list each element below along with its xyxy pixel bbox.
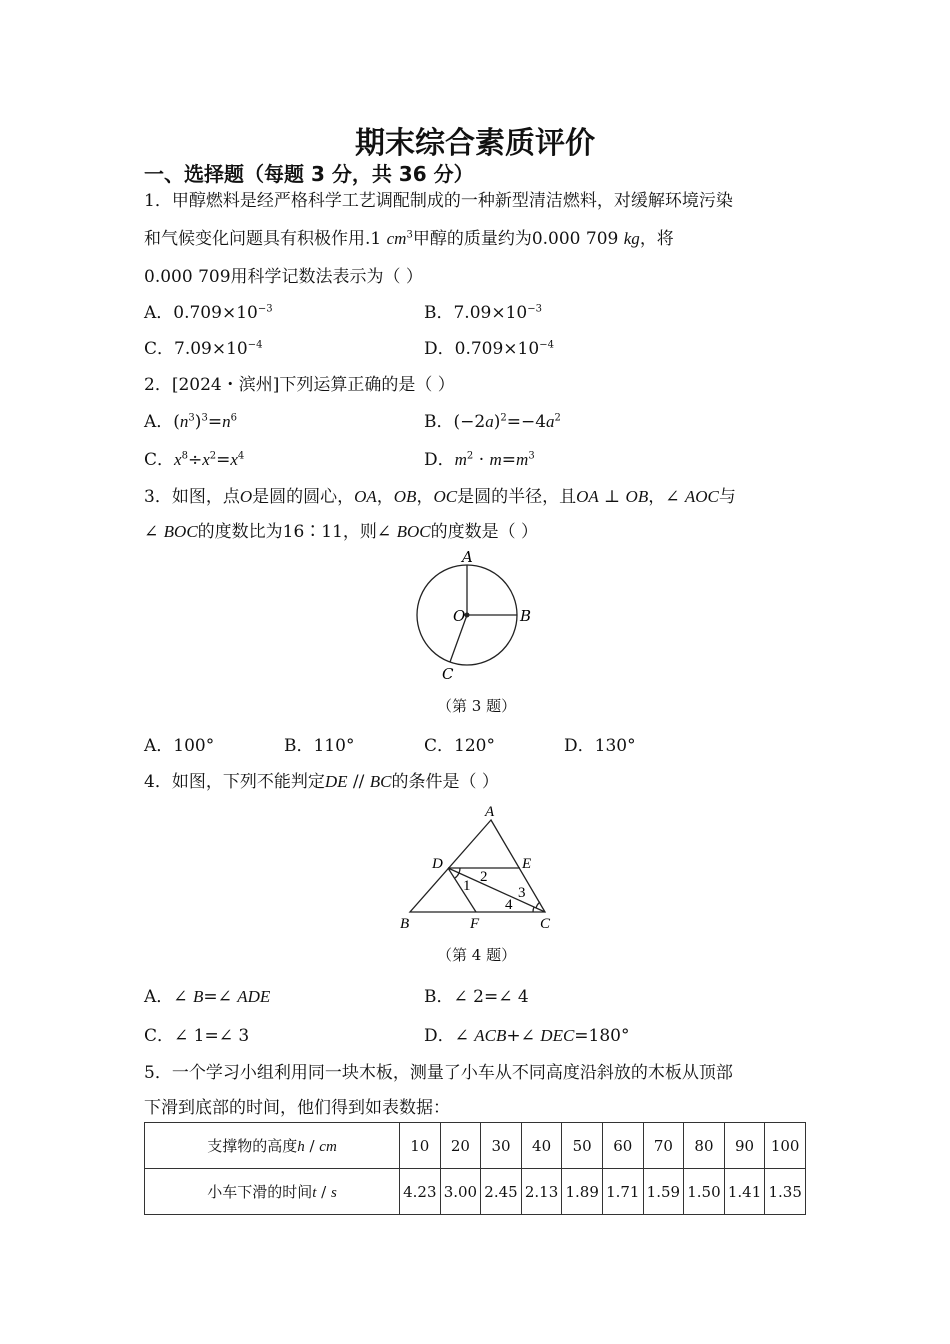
superscript: 4 [237,450,245,462]
height-cell: 100 [765,1123,806,1169]
q5-line2: 下滑到底部的时间，他们得到如表数据： [144,1098,450,1118]
angle-arc-4 [533,907,534,912]
superscript: 2 [554,412,561,424]
time-cell: 1.89 [562,1169,603,1215]
q4-option-c[interactable] [144,1021,249,1046]
q3-option-d[interactable]: D．130° [564,736,636,756]
height-cell: 30 [481,1123,522,1169]
text-segment: · [473,450,490,470]
math-variable: O [239,487,253,506]
q2-option-c[interactable] [144,445,244,470]
q3-option-b[interactable]: B．110° [284,736,355,756]
q2-option-a[interactable] [144,407,237,432]
text-segment: ，∠ [648,487,685,507]
q3-line2 [144,517,538,542]
angle-arc-3 [536,902,540,908]
time-cell: 3.00 [440,1169,481,1215]
text-segment: / [304,1137,320,1155]
q4-stem [144,767,499,792]
text-segment: B．∠ 2=∠ 4 [424,987,529,1007]
text-segment: A．∠ [144,987,193,1007]
q4-caption: （第 4 题） [437,946,517,964]
math-variable: OA [354,487,377,506]
superscript: −3 [527,303,542,315]
text-segment: = [216,450,231,470]
math-variable: OC [433,487,458,506]
text-segment: ) [194,412,202,432]
superscript: 3 [406,229,413,241]
text-segment: C． [144,450,175,470]
text-segment: 和气候变化问题具有积极作用.1 [144,229,387,249]
height-cell: 80 [684,1123,725,1169]
text-segment: 3．如图，点 [144,487,240,507]
label-f: F [470,916,480,932]
text-segment: 是圆的半径，且 [457,487,577,507]
math-variable: AOC [684,487,719,506]
q4-option-a[interactable] [144,982,270,1007]
q1-line3: 0.000 709用科学记数法表示为（ ） [144,267,423,287]
angle-label-3: 3 [518,885,526,901]
math-variable: h [297,1139,305,1155]
math-variable: B [192,987,204,1006]
text-segment: =−4 [506,412,547,432]
superscript: 3 [188,412,195,424]
text-segment: ∠ [144,522,164,542]
angle-arc-2 [459,868,460,873]
superscript: −4 [539,339,554,351]
q3-option-c[interactable]: C．120° [424,736,495,756]
math-variable: BOC [163,522,198,541]
text-segment: ， [416,487,434,507]
angle-label-4: 4 [505,897,513,913]
text-segment: = [207,412,223,432]
angle-label-1: 1 [463,878,471,894]
text-segment: D．0.709×10 [424,339,540,359]
text-segment: 的条件是（ ） [391,772,499,792]
angle-arc-1 [455,873,459,878]
text-segment: = [501,450,517,470]
text-segment: ，将 [639,229,674,249]
text-segment: ÷ [187,450,203,470]
height-cell: 50 [562,1123,603,1169]
q2-stem: 2．[2024・滨州]下列运算正确的是（ ） [144,375,455,395]
math-variable: ADE [237,987,271,1006]
label-b: B [400,916,410,932]
label-a: A [462,548,473,566]
math-variable: OA [576,487,599,506]
time-cell: 4.23 [400,1169,441,1215]
math-variable: n [179,412,189,431]
text-segment: +∠ [506,1026,541,1046]
q1-option-a[interactable] [144,298,273,323]
q2-option-b[interactable] [424,407,561,432]
text-segment: ⊥ [598,487,626,507]
q4-option-d[interactable] [424,1021,630,1046]
height-cell: 10 [400,1123,441,1169]
label-d: D [432,856,443,872]
time-cell: 1.71 [602,1169,643,1215]
text-segment: C．∠ 1=∠ 3 [144,1026,250,1046]
q1-option-b[interactable] [424,298,542,323]
math-variable: BOC [396,522,431,541]
q5-line1: 5．一个学习小组利用同一块木板，测量了小车从不同高度沿斜放的木板从顶部 [144,1063,733,1083]
q3-caption: （第 3 题） [437,697,517,715]
q3-line1 [144,482,736,507]
math-variable: DE [324,772,348,791]
math-variable: x [174,450,182,469]
label-a: A [485,804,495,820]
text-segment: 小车下滑的时间 [207,1183,313,1201]
text-segment: D． [424,450,455,470]
label-b: B [520,607,532,625]
math-variable: cm [386,229,407,248]
label-c: C [540,916,551,932]
label-c: C [442,665,454,683]
math-variable: ACB [474,1026,507,1045]
superscript: 8 [181,450,188,462]
math-variable: t [312,1185,317,1201]
row-header-height [145,1123,400,1169]
text-segment: B．(−2 [424,412,486,432]
math-variable: a [485,412,494,431]
q1-line1: 1．甲醇燃料是经严格科学工艺调配制成的一种新型清洁燃料，对缓解环境污染 [144,191,733,211]
row-header-time [145,1169,400,1215]
q3-option-a[interactable]: A．100° [144,736,215,756]
text-segment: 支撑物的高度 [207,1137,298,1155]
height-cell: 60 [602,1123,643,1169]
text-segment: ) [493,412,501,432]
q3-circle-figure [400,545,550,685]
page-title: 期末综合素质评价 [355,126,595,161]
math-variable: m [516,450,529,469]
text-segment: 的度数是（ ） [430,522,538,542]
height-cell: 90 [724,1123,765,1169]
superscript: 3 [528,450,535,462]
superscript: 6 [230,412,237,424]
q5-data-table [144,1122,806,1215]
time-cell: 2.45 [481,1169,522,1215]
text-segment: ， [376,487,394,507]
math-variable: DEC [540,1026,575,1045]
superscript: 2 [209,450,217,462]
q4-triangle-figure [390,798,560,938]
math-variable: m [489,450,502,469]
text-segment: 4．如图，下列不能判定 [144,772,325,792]
math-variable: x [202,450,210,469]
angle-label-2: 2 [480,869,488,885]
math-variable: cm [319,1139,337,1155]
text-segment: =180° [574,1026,630,1046]
text-segment: 与 [718,487,736,507]
label-e: E [522,856,532,872]
math-variable: n [222,412,231,431]
text-segment: 的度数比为16∶11，则∠ [197,522,397,542]
q1-line2 [144,224,674,249]
text-segment: 甲醇的质量约为0.000 709 [412,229,624,249]
math-variable: kg [623,229,640,248]
math-variable: OB [625,487,649,506]
height-cell: 40 [521,1123,562,1169]
text-segment: // [347,772,370,792]
text-segment: =∠ [203,987,238,1007]
superscript: 3 [201,412,208,424]
superscript: −3 [257,303,273,315]
label-o: O [453,607,466,625]
text-segment: D．∠ [424,1026,475,1046]
time-cell: 1.59 [643,1169,684,1215]
text-segment: 是圆的圆心， [252,487,355,507]
math-variable: OB [393,487,417,506]
math-variable: a [546,412,555,431]
text-segment: A．( [144,412,180,432]
superscript: −4 [247,339,263,351]
superscript: 2 [500,412,507,424]
q4-option-b[interactable] [424,982,529,1007]
q1-option-d[interactable] [424,334,554,359]
text-segment: B．7.09×10 [424,303,528,323]
table-row-time [145,1169,806,1215]
math-variable: m [454,450,467,469]
text-segment: / [316,1183,331,1201]
superscript: 2 [466,450,474,462]
time-cell: 1.35 [765,1169,806,1215]
height-cell: 70 [643,1123,684,1169]
q1-option-c[interactable] [144,334,263,359]
section-heading: 一、选择题（每题 3 分，共 36 分） [144,162,474,186]
math-variable: x [230,450,238,469]
math-variable: s [330,1185,337,1201]
time-cell: 1.50 [684,1169,725,1215]
math-variable: BC [369,772,392,791]
time-cell: 1.41 [724,1169,765,1215]
height-cell: 20 [440,1123,481,1169]
q2-option-d[interactable] [424,445,535,470]
text-segment: A．0.709×10 [144,303,258,323]
table-row-height [145,1123,806,1169]
text-segment: C．7.09×10 [144,339,248,359]
time-cell: 2.13 [521,1169,562,1215]
